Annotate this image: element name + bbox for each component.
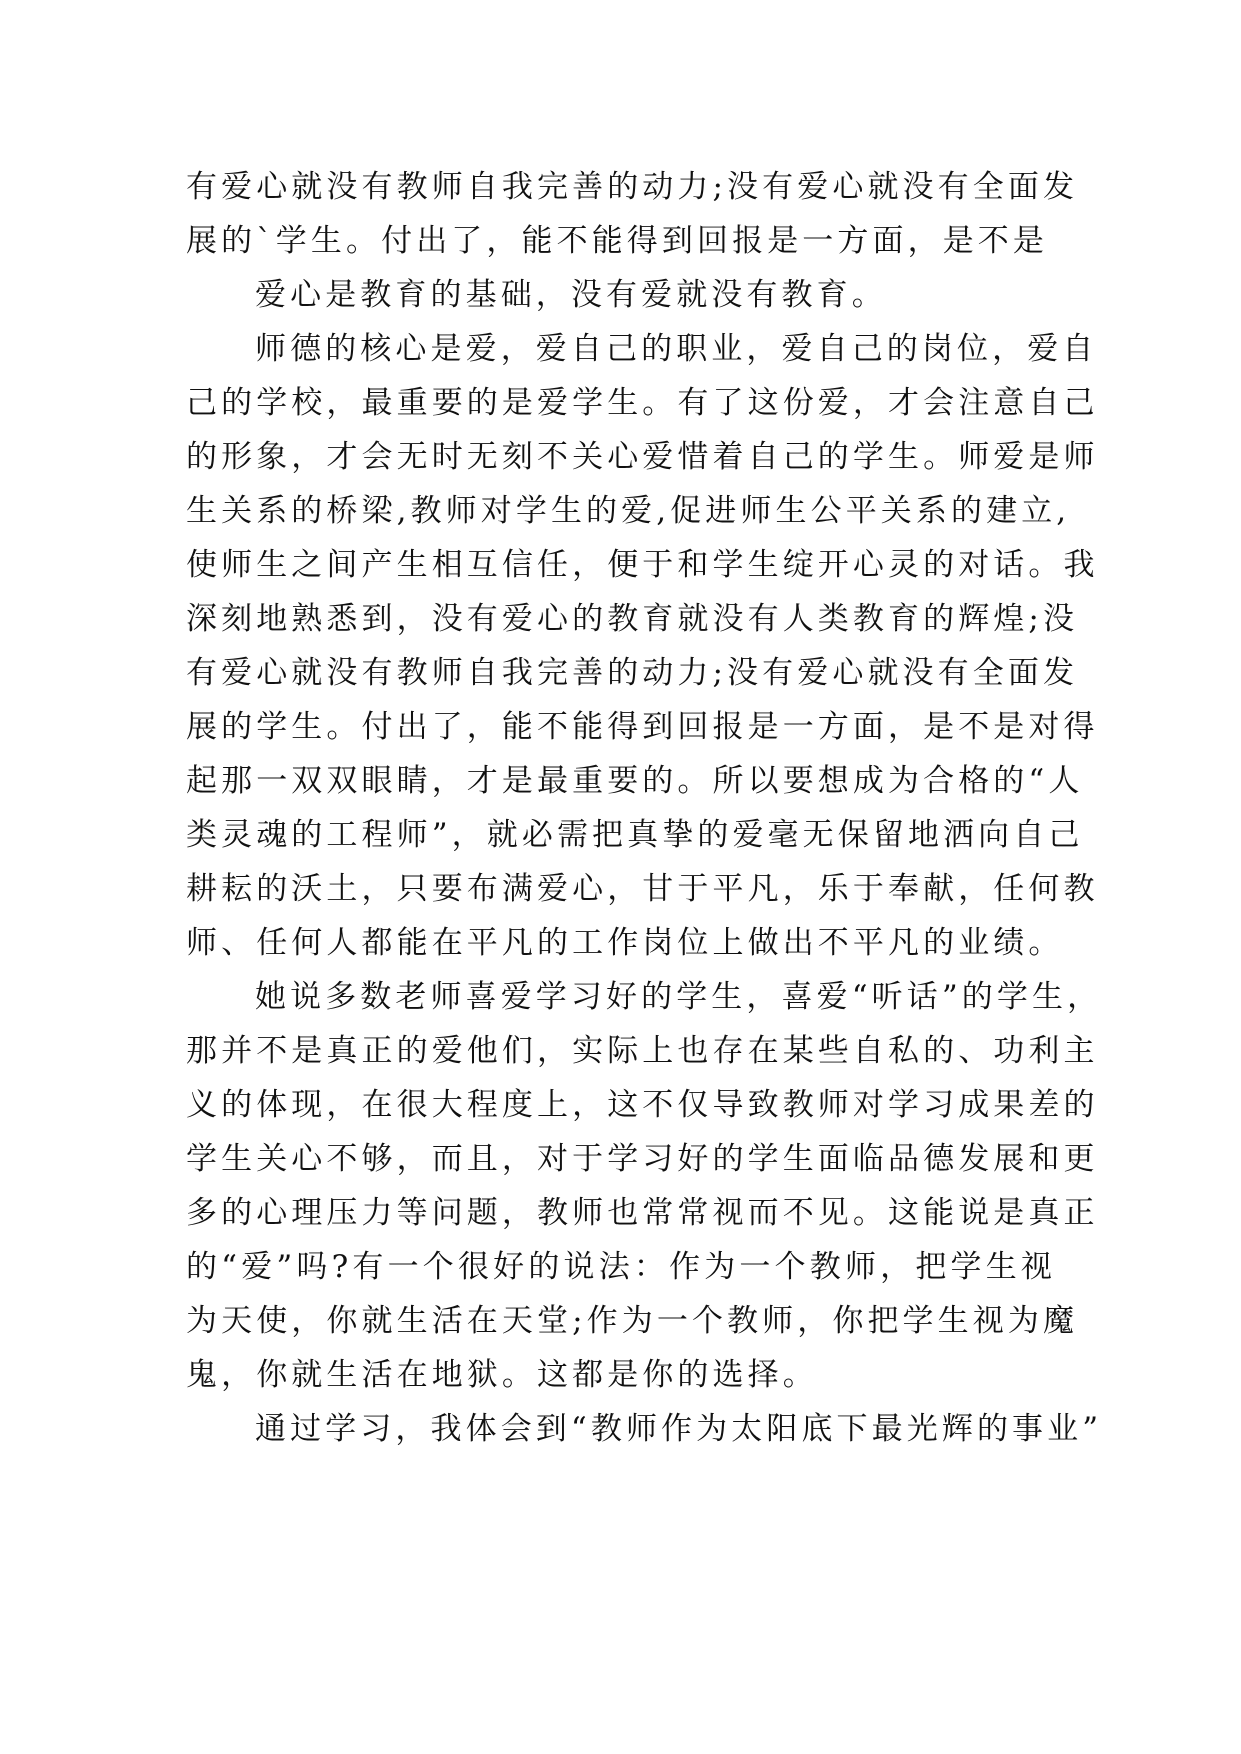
text-line: 己的学校，最重要的是爱学生。有了这份爱，才会注意自己 — [186, 385, 1099, 421]
text-line: 深刻地熟悉到，没有爱心的教育就没有人类教育的辉煌;没 — [186, 601, 1079, 637]
text-line: 有爱心就没有教师自我完善的动力;没有爱心就没有全面发 — [186, 169, 1079, 205]
paragraph-2 — [186, 268, 1056, 322]
text-line: 她说多数老师喜爱学习好的学生，喜爱“听话”的学生， — [255, 979, 1103, 1015]
text-line: 那并不是真正的爱他们，实际上也存在某些自私的、功利主 — [186, 1033, 1099, 1069]
text-line: 师德的核心是爱，爱自己的职业，爱自己的岗位，爱自 — [255, 331, 1098, 367]
text-line: 师、任何人都能在平凡的工作岗位上做出不平凡的业绩。 — [186, 925, 1064, 961]
text-line: 耕耘的沃土，只要布满爱心，甘于平凡，乐于奉献，任何教 — [186, 871, 1099, 907]
paragraph-1 — [186, 160, 1079, 268]
text-line: 生关系的桥梁,教师对学生的爱,促进师生公平关系的建立, — [186, 493, 1071, 529]
text-line: 多的心理压力等问题，教师也常常视而不见。这能说是真正 — [186, 1195, 1099, 1231]
paragraph-5 — [186, 1402, 1103, 1456]
text-line: 类灵魂的工程师”，就必需把真挚的爱毫无保留地洒向自己 — [186, 817, 1084, 853]
text-line: 展的学生。付出了，能不能得到回报是一方面，是不是对得 — [186, 709, 1099, 745]
text-line: 的形象，才会无时无刻不关心爱惜着自己的学生。师爱是师 — [186, 439, 1099, 475]
text-line: 有爱心就没有教师自我完善的动力;没有爱心就没有全面发 — [186, 655, 1079, 691]
paragraph-4 — [186, 970, 1103, 1402]
text-line: 爱心是教育的基础，没有爱就没有教育。 — [255, 277, 887, 313]
text-line: 学生关心不够，而且，对于学习好的学生面临品德发展和更 — [186, 1141, 1099, 1177]
paragraph-3 — [186, 322, 1099, 970]
text-line: 鬼，你就生活在地狱。这都是你的选择。 — [186, 1357, 818, 1393]
text-line: 通过学习，我体会到“教师作为太阳底下最光辉的事业” — [255, 1411, 1103, 1447]
document-body — [186, 160, 1103, 1456]
text-line: 使师生之间产生相互信任，便于和学生绽开心灵的对话。我 — [186, 547, 1099, 583]
text-line: 起那一双双眼睛，才是最重要的。所以要想成为合格的“人 — [186, 763, 1084, 799]
text-line: 的“爱”吗?有一个很好的说法：作为一个教师，把学生视 — [186, 1249, 1056, 1285]
text-line: 义的体现，在很大程度上，这不仅导致教师对学习成果差的 — [186, 1087, 1099, 1123]
text-line: 展的`学生。付出了，能不能得到回报是一方面，是不是 — [186, 223, 1048, 259]
text-line: 为天使，你就生活在天堂;作为一个教师，你把学生视为魔 — [186, 1303, 1079, 1339]
